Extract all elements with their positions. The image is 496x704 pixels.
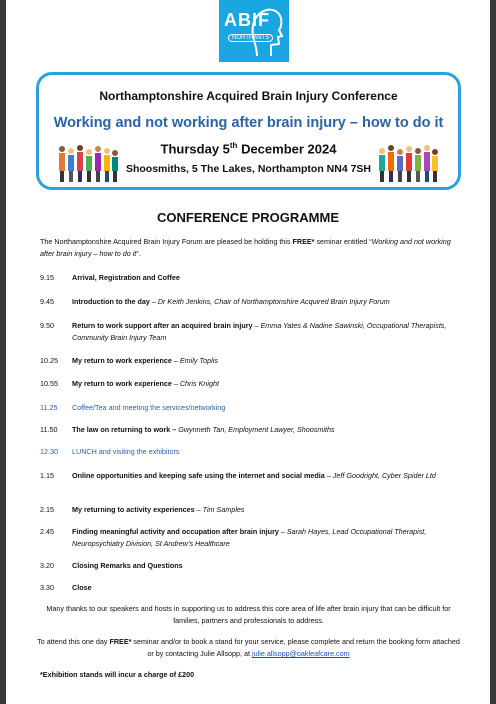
logo-subtext: NORTHANTS [228,34,273,42]
conference-title: Northamptonshire Acquired Brain Injury Conference [99,89,398,103]
attend-paragraph: To attend this one day FREE* seminar and/or to book a stand for your service, please complete and return the booking form attached or by contacting Julie Allsopp, at julie.allsopp@oakleafcare.com [37,637,460,658]
abif-logo [219,0,289,62]
conference-venue: Shoosmiths, 5 The Lakes, Northampton NN4 7SH [125,163,372,175]
contact-email-link[interactable]: julie.allsopp@oakleafcare.com [252,649,350,658]
conference-subtitle: Working and not working after brain injury – how to do it [53,115,444,131]
people-illustration-icon [57,143,119,183]
conference-banner [36,72,461,190]
exhibition-note: *Exhibition stands will incur a charge of £200 [40,670,195,679]
document-page: ABIF NORTHANTS Northamptonshire Acquired Brain Injury Conference Working and not working after brain injury – how to do it Thursday 5th December 2024 Shoosmiths, 5 The Lakes, Northampton NN4 7SH CONFERENCE PROGRAMME The Northamptonshire Acquired Brain Injury Forum are pleased be holding this FREE* seminar entitled “Working and not working after brain injury – how to do it”. 9.15 Arrival, Registration and Coffee 9.45 Introduction to the day – Dr Keith Jenkins, Chair of Northamptonshire Acquired Brain Injury Forum 9.50 Return to work support after an acquired brain injury – Emma Yates & Nadine Sawinski, Occupational Therapists, Community Brain Injury Team 10.25 My return to work experience – Emily Toplis 10.55 My return to work experience – Chris Knight 11.25 Coffee/Tea and meeting the services/networking 11.50 The law on returning to work – Gwynneth Tan, Employment Lawyer, Shoosmiths 12.30 LUNCH and visiting the exhibitors 1.15 Online opportunities and keeping safe using the internet and social media – Jeff Goodright, Cyber Spider Ltd 2.15 My returning to activity experiences – Tim Samples 2.45 Finding meaningful activity and occupation after brain injury – Sarah Hayes, Lead Occupational Therapist, Neuropsychiatry Division, St Andrew’s Healthcare 3.20 Closing Remarks and Questions 3.30 Close Many thanks to our speakers and hosts in supporting us to address this core area of life after brain injury that can be difficult for families, partners and professionals to address. To attend this one day FREE* seminar and/or to book a stand for your service, please complete and return the booking form attached or by contacting Julie Allsopp, at julie.allsopp@oakleafcare.com *Exhibition stands will incur a charge of £200 [6,0,490,704]
intro-paragraph: The Northamptonshire Acquired Brain Injury Forum are pleased be holding this FREE* seminar entitled “Working and not working after brain injury – how to do it”. [40,237,451,258]
people-illustration-icon [377,143,439,183]
logo-text: ABIF [224,10,270,30]
thanks-paragraph: Many thanks to our speakers and hosts in supporting us to address this core area of life after brain injury that can be difficult for families, partners and professionals to address. [46,604,451,625]
conference-date: Thursday 5th December 2024 [160,141,337,157]
programme-heading: CONFERENCE PROGRAMME [156,210,339,225]
